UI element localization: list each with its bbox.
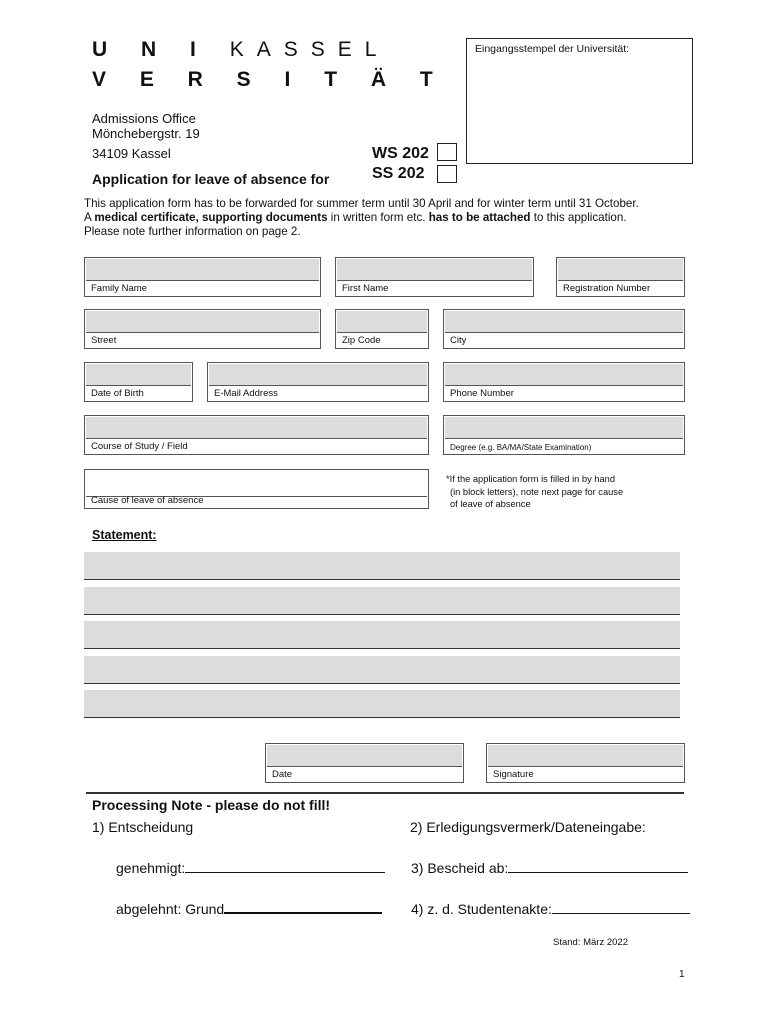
signature-field[interactable] — [486, 743, 685, 783]
registration-number-field[interactable] — [556, 257, 685, 297]
processing-approved — [116, 859, 385, 876]
statement-line[interactable] — [84, 656, 680, 684]
item-4-line — [552, 900, 690, 914]
city-field[interactable] — [443, 309, 685, 349]
statement-line[interactable] — [84, 552, 680, 580]
processing-item-2: 2) Erledigungsvermerk/Dateneingabe: — [410, 819, 646, 835]
phone-number-label: Phone Number — [450, 388, 514, 399]
approved-label: genehmigt: — [116, 860, 186, 876]
form-version: Stand: März 2022 — [553, 937, 628, 948]
zip-code-label: Zip Code — [342, 335, 381, 346]
city-label: City — [450, 335, 467, 346]
note-line-2: (in block letters), note next page for cause — [450, 486, 624, 497]
course-of-study-field[interactable] — [84, 415, 429, 455]
first-name-label: First Name — [342, 283, 389, 294]
intro-line-2-part-c: in written form etc. — [327, 211, 429, 224]
university-logo-line2 — [92, 68, 447, 92]
address-street: Mönchebergstr. 19 — [92, 126, 200, 141]
statement-line[interactable] — [84, 587, 680, 615]
logo-kassel: KASSEL — [229, 38, 390, 61]
statement-title: Statement: — [92, 528, 157, 542]
summer-term-checkbox[interactable] — [437, 165, 457, 183]
note-line-3: of leave of absence — [450, 499, 531, 509]
email-field[interactable] — [207, 362, 429, 402]
statement-line[interactable] — [84, 690, 680, 718]
note-line-1: *If the application form is filled in by hand — [446, 474, 615, 484]
statement-line[interactable] — [84, 621, 680, 649]
zip-code-field[interactable] — [335, 309, 429, 349]
phone-number-field[interactable] — [443, 362, 685, 402]
summer-term-label: SS 202 — [372, 165, 425, 182]
date-label: Date — [272, 769, 293, 780]
rejected-line — [224, 900, 382, 914]
degree-field[interactable] — [443, 415, 685, 455]
cause-of-absence-field[interactable] — [84, 469, 429, 509]
intro-line-3: Please note further information on page 2. — [84, 225, 301, 238]
page-number: 1 — [679, 969, 685, 980]
date-field[interactable] — [265, 743, 464, 783]
address-office: Admissions Office — [92, 111, 196, 126]
processing-item-3 — [411, 859, 688, 876]
application-title: Application for leave of absence for — [92, 171, 330, 187]
date-of-birth-field[interactable] — [84, 362, 193, 402]
university-logo-line1 — [92, 38, 389, 62]
winter-term-label: WS 202 — [372, 145, 429, 162]
cause-of-absence-label: Cause of leave of absence — [91, 495, 204, 506]
winter-term-checkbox[interactable] — [437, 143, 457, 161]
date-of-birth-label: Date of Birth — [91, 388, 144, 399]
family-name-field[interactable] — [84, 257, 321, 297]
item-3-label: 3) Bescheid ab: — [411, 860, 509, 876]
processing-item-4 — [411, 900, 690, 917]
approved-line — [185, 859, 385, 873]
rejected-label: abgelehnt: Grund — [116, 901, 225, 917]
intro-line-2-part-e: to this application. — [530, 211, 627, 224]
stamp-label: Eingangsstempel der Universität: — [475, 43, 630, 55]
intro-line-2-bold-b: has to be attached — [428, 211, 531, 224]
family-name-label: Family Name — [91, 283, 147, 294]
hand-filled-note — [446, 473, 623, 511]
university-stamp-box — [466, 38, 693, 164]
street-label: Street — [91, 335, 117, 346]
logo-versitaet: V E R S I T Ä T — [92, 68, 447, 91]
processing-separator — [86, 792, 684, 794]
first-name-field[interactable] — [335, 257, 534, 297]
processing-rejected — [116, 900, 382, 917]
intro-line-2-part-a: A — [84, 211, 95, 224]
address-city: 34109 Kassel — [92, 146, 171, 161]
processing-title: Processing Note - please do not fill! — [92, 797, 331, 813]
processing-item-1: 1) Entscheidung — [92, 819, 194, 835]
intro-line-1: This application form has to be forwarded for summer term until 30 April and for winter term until 31 October. — [84, 197, 639, 210]
course-of-study-label: Course of Study / Field — [91, 441, 188, 452]
intro-line-2-bold-a: medical certificate, supporting documents — [94, 211, 328, 224]
street-field[interactable] — [84, 309, 321, 349]
intro-line-2 — [84, 211, 627, 224]
item-4-label: 4) z. d. Studentenakte: — [411, 901, 552, 917]
signature-label: Signature — [493, 769, 534, 780]
logo-uni: U N I — [92, 38, 210, 61]
degree-label: Degree (e.g. BA/MA/State Examination) — [450, 443, 592, 452]
email-label: E-Mail Address — [214, 388, 278, 399]
item-3-line — [508, 859, 688, 873]
registration-number-label: Registration Number — [563, 283, 651, 294]
